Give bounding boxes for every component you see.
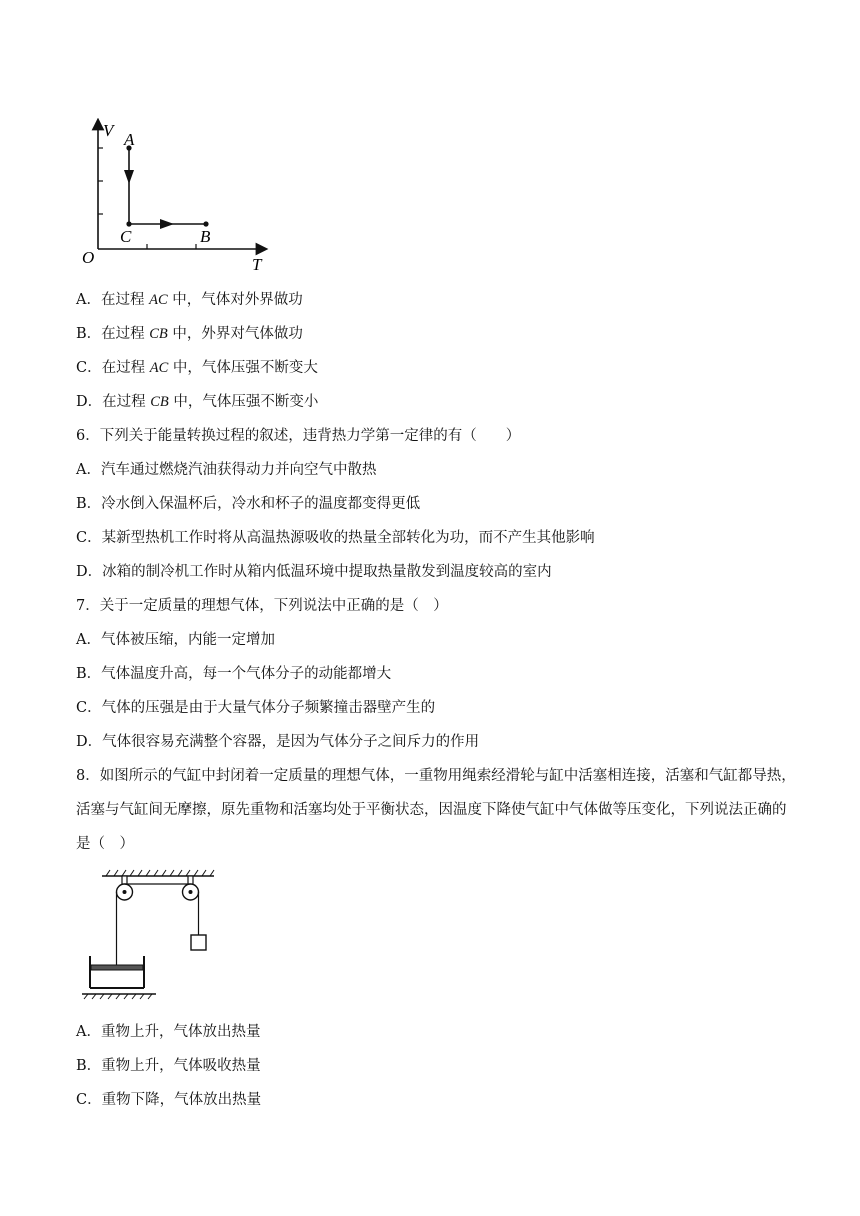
point-b-dot (203, 221, 208, 226)
q7-option-b[interactable]: B．气体温度升高，每一个气体分子的动能都增大 (76, 666, 392, 682)
piston (91, 965, 143, 970)
point-c-label: C (120, 227, 132, 246)
q8-option-a[interactable]: A．重物上升，气体放出热量 (76, 1024, 261, 1040)
q5-option-c[interactable]: C．在过程 AC 中，气体压强不断变大 (76, 360, 318, 376)
q5-option-d[interactable]: D．在过程 CB 中，气体压强不断变小 (76, 394, 319, 410)
q6-option-a[interactable]: A．汽车通过燃烧汽油获得动力并向空气中散热 (76, 462, 377, 478)
q5-option-a[interactable]: A．在过程 AC 中，气体对外界做功 (76, 292, 303, 308)
arrow-right-icon (160, 219, 174, 229)
origin-label: O (82, 248, 95, 267)
arrow-down-icon (124, 170, 134, 184)
q6-stem: 6．下列关于能量转换过程的叙述，违背热力学第一定律的有（ ） (76, 428, 521, 444)
point-a-label: A (124, 130, 135, 149)
t-axis-label: T (252, 255, 262, 274)
point-b-label: B (200, 227, 211, 246)
q8-option-c[interactable]: C．重物下降，气体放出热量 (76, 1092, 262, 1108)
q6-option-d[interactable]: D．冰箱的制冷机工作时从箱内低温环境中提取热量散发到温度较高的室内 (76, 564, 552, 580)
q7-option-a[interactable]: A．气体被压缩，内能一定增加 (76, 632, 275, 648)
q8-option-b[interactable]: B．重物上升，气体吸收热量 (76, 1058, 261, 1074)
q6-option-c[interactable]: C．某新型热机工作时将从高温热源吸收的热量全部转化为功，而不产生其他影响 (76, 530, 595, 546)
point-c-dot (126, 221, 131, 226)
weight-block (191, 935, 206, 950)
q5-option-b[interactable]: B．在过程 CB 中，外界对气体做功 (76, 326, 303, 342)
v-t-graph (78, 118, 278, 278)
q7-option-d[interactable]: D．气体很容易充满整个容器，是因为气体分子之间斥力的作用 (76, 734, 480, 750)
pulley-cylinder-diagram (76, 868, 236, 1003)
q6-option-b[interactable]: B．冷水倒入保温杯后，冷水和杯子的温度都变得更低 (76, 496, 421, 512)
q7-stem: 7．关于一定质量的理想气体，下列说法中正确的是（ ） (76, 598, 448, 614)
q7-option-c[interactable]: C．气体的压强是由于大量气体分子频繁撞击器壁产生的 (76, 700, 436, 716)
v-axis-label: V (103, 121, 114, 140)
q8-stem: 8．如图所示的气缸中封闭着一定质量的理想气体，一重物用绳索经滑轮与缸中活塞相连接，活塞和气缸都导热，活塞与气缸间无摩擦，原先重物和活塞均处于平衡状态，因温度下降使气缸中气体做等压变化，下列说法正确的是（ ） (76, 768, 796, 852)
